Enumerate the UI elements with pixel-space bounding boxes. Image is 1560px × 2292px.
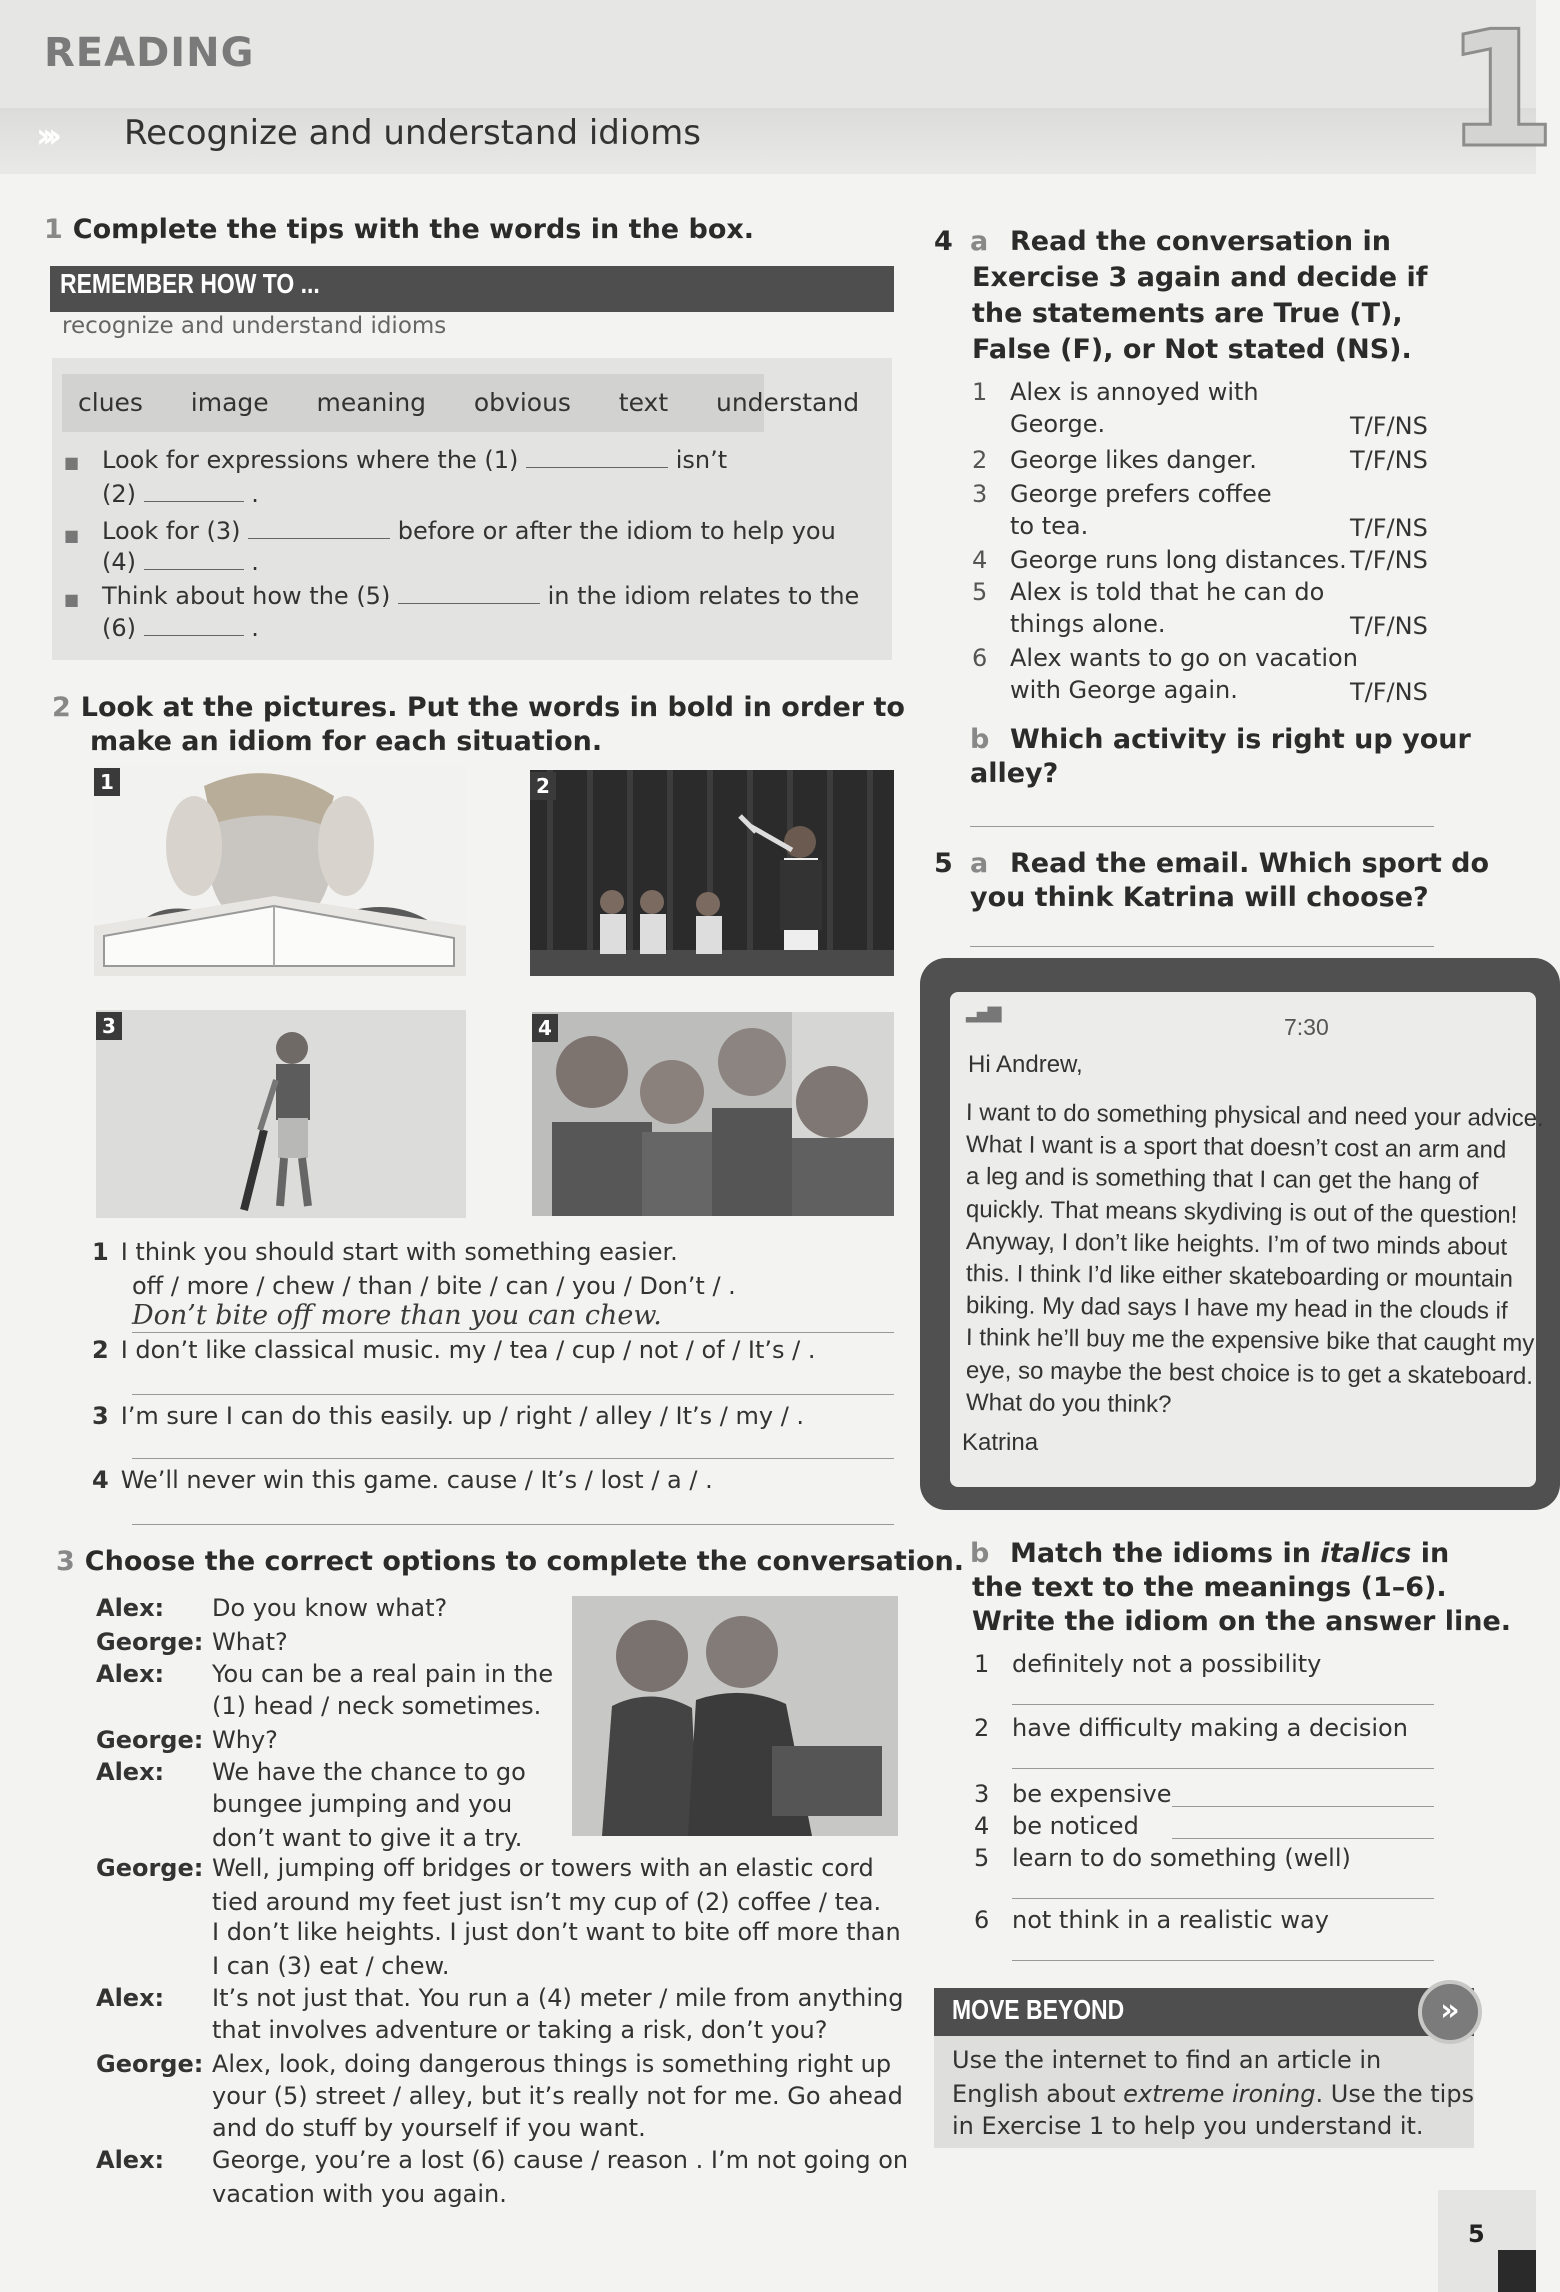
item-words: up / right / alley / It’s / my / . bbox=[461, 1402, 805, 1430]
item-number: 4 bbox=[92, 1466, 109, 1494]
unit-number: 1 bbox=[1445, 0, 1557, 183]
statement-line-1: George prefers coffee bbox=[1010, 480, 1272, 508]
item-number: 2 bbox=[92, 1336, 109, 1364]
item-words: cause / It’s / lost / a / . bbox=[446, 1466, 713, 1494]
meaning-number: 3 bbox=[974, 1780, 990, 1808]
statement-line-2: to tea. bbox=[1010, 512, 1089, 540]
picture-2 bbox=[530, 770, 894, 976]
item-sentence: I’m sure I can do this easily. bbox=[120, 1402, 455, 1430]
ex2-heading-line2: make an idiom for each situation. bbox=[90, 726, 603, 757]
ex4a-instruction-line: the statements are True (T), bbox=[972, 298, 1403, 329]
ex4a-label: a bbox=[970, 226, 989, 257]
dialog-line: Why? bbox=[212, 1726, 278, 1754]
picture-friends bbox=[572, 1596, 898, 1836]
dialog-line: bungee jumping and you bbox=[212, 1790, 513, 1818]
ex5-number: 5 bbox=[934, 848, 953, 879]
forward-icon: » bbox=[1418, 1980, 1482, 2044]
item-sentence: I think you should start with something easier. bbox=[120, 1238, 678, 1266]
answer-line bbox=[132, 1332, 894, 1333]
answer-line[interactable] bbox=[1172, 1806, 1434, 1807]
ex5b-instruction-1: Match the idioms in italics in bbox=[1010, 1538, 1450, 1569]
tip1-text-c: (2) bbox=[102, 480, 136, 508]
blank-2[interactable] bbox=[144, 501, 244, 502]
speaker-label: Alex: bbox=[96, 1758, 165, 1786]
blank-4[interactable] bbox=[144, 569, 244, 570]
dialog-line: What? bbox=[212, 1628, 288, 1656]
ex4b-instruction-1: Which activity is right up your bbox=[1010, 724, 1471, 755]
dialog-line: Do you know what? bbox=[212, 1594, 448, 1622]
blank-1[interactable] bbox=[526, 467, 668, 468]
email-line: I think he’ll buy me the expensive bike that caught my bbox=[965, 1324, 1535, 1358]
tfns-option[interactable]: T/F/NS bbox=[1350, 514, 1428, 542]
tip1-text-a: Look for expressions where the (1) bbox=[102, 446, 519, 474]
meaning-number: 6 bbox=[974, 1906, 990, 1934]
ex2-instr-a: Look at the pictures. Put the words in bbox=[80, 692, 668, 723]
tfns-option[interactable]: T/F/NS bbox=[1350, 446, 1428, 474]
statement-number: 3 bbox=[972, 480, 988, 508]
dialog-line: your (5) street / alley, but it’s really not for me. Go ahead bbox=[212, 2082, 903, 2110]
ex1-number: 1 bbox=[44, 214, 63, 245]
tfns-option[interactable]: T/F/NS bbox=[1350, 546, 1428, 574]
statement-number: 4 bbox=[972, 546, 988, 574]
two-friends-image bbox=[572, 1596, 898, 1836]
ex2-heading-line1 bbox=[52, 690, 905, 726]
email-line: this. I think I’d like either skateboarding or mountain bbox=[965, 1260, 1514, 1293]
dialog-line: vacation with you again. bbox=[212, 2180, 507, 2208]
email-greeting: Hi Andrew, bbox=[968, 1051, 1083, 1078]
tip3-text-b: in the idiom relates to the bbox=[547, 582, 860, 610]
corner-mark bbox=[1498, 2250, 1536, 2292]
ex2-item-1 bbox=[92, 1236, 678, 1269]
ex2-instr-b: in order to bbox=[734, 692, 905, 723]
email-line: a leg and is something that I can get the hang of bbox=[965, 1163, 1479, 1196]
remember-subtitle: recognize and understand idioms bbox=[62, 313, 447, 339]
ex4a-instruction-line: Read the conversation in bbox=[1010, 226, 1391, 257]
speaker-label: George: bbox=[96, 1726, 204, 1754]
ex5b-instruction-3: Write the idiom on the answer line. bbox=[972, 1606, 1512, 1637]
ex5a-instruction-2: you think Katrina will choose? bbox=[970, 882, 1429, 913]
ex5a-instruction-1: Read the email. Which sport do bbox=[1010, 848, 1490, 879]
item-number: 3 bbox=[92, 1402, 109, 1430]
ex4b-instruction-2: alley? bbox=[970, 758, 1059, 789]
tip2-line2 bbox=[102, 546, 259, 579]
email-line: I want to do something physical and need your advice. bbox=[965, 1099, 1544, 1133]
period: . bbox=[251, 548, 259, 576]
statement-line-2: George. bbox=[1010, 410, 1106, 438]
ex2-item-3 bbox=[92, 1400, 804, 1433]
remember-title: REMEMBER HOW TO ... bbox=[60, 268, 320, 299]
email-line: quickly. That means skydiving is out of the question! bbox=[965, 1195, 1518, 1229]
speaker-label: Alex: bbox=[96, 1984, 165, 2012]
ex3-number: 3 bbox=[56, 1546, 75, 1577]
email-signoff: Katrina bbox=[962, 1429, 1039, 1456]
ex2-number: 2 bbox=[52, 692, 71, 723]
dialog-line: Alex, look, doing dangerous things is something right up bbox=[212, 2050, 892, 2078]
blank-6[interactable] bbox=[144, 635, 244, 636]
email-line: biking. My dad says I have my head in the clouds if bbox=[965, 1292, 1508, 1325]
picture-label-2: 2 bbox=[530, 772, 556, 800]
bullet-icon: ■ bbox=[64, 590, 80, 609]
tip3-line2 bbox=[102, 612, 259, 645]
chevron-icon: ››› bbox=[36, 116, 55, 156]
speaker-label: George: bbox=[96, 1854, 204, 1882]
dialog-line: (1) head / neck sometimes. bbox=[212, 1692, 542, 1720]
tip3-text-c: (6) bbox=[102, 614, 136, 642]
meaning-number: 2 bbox=[974, 1714, 990, 1742]
picture-label-3: 3 bbox=[96, 1012, 122, 1040]
statement-line-1: Alex is told that he can do bbox=[1010, 578, 1325, 606]
tip1-line1 bbox=[102, 444, 727, 477]
answer-line[interactable] bbox=[1012, 1898, 1434, 1899]
email-line: What I want is a sport that doesn’t cost an arm and bbox=[965, 1131, 1507, 1164]
statement-number: 2 bbox=[972, 446, 988, 474]
skateboarder-image bbox=[96, 1010, 466, 1218]
page-subtitle: Recognize and understand idioms bbox=[124, 113, 701, 153]
bullet-icon: ■ bbox=[64, 453, 80, 472]
ex4a-instruction-line: False (F), or Not stated (NS). bbox=[972, 334, 1412, 365]
statement-number: 6 bbox=[972, 644, 988, 672]
dialog-line: and do stuff by yourself if you want. bbox=[212, 2114, 646, 2142]
move-beyond-line-1: Use the internet to find an article in bbox=[952, 2046, 1382, 2074]
ex3-heading bbox=[56, 1544, 964, 1580]
dialog-line: I don’t like heights. I just don’t want to bite off more than bbox=[212, 1918, 901, 1946]
ex4-number: 4 bbox=[934, 226, 953, 257]
answer-line[interactable] bbox=[1172, 1838, 1434, 1839]
statement-line-2: with George again. bbox=[1010, 676, 1238, 704]
meaning-text: be expensive bbox=[1012, 1780, 1172, 1808]
item-sentence: I don’t like classical music. bbox=[120, 1336, 442, 1364]
answer-line[interactable] bbox=[970, 946, 1434, 947]
ex2-item-2 bbox=[92, 1334, 816, 1367]
statement-line-1: George runs long distances. bbox=[1010, 546, 1347, 574]
dialog-line: We have the chance to go bbox=[212, 1758, 526, 1786]
meaning-text: be noticed bbox=[1012, 1812, 1139, 1840]
ex4a-instruction-line: Exercise 3 again and decide if bbox=[972, 262, 1428, 293]
meaning-text: have difficulty making a decision bbox=[1012, 1714, 1408, 1742]
email-time: 7:30 bbox=[1284, 1014, 1329, 1040]
answer-line[interactable] bbox=[1012, 1960, 1434, 1961]
word-box: clues image meaning obvious text understand bbox=[62, 374, 764, 432]
tip3-text-a: Think about how the (5) bbox=[102, 582, 391, 610]
statement-line-2: things alone. bbox=[1010, 610, 1166, 638]
ex5b-instruction-2: the text to the meanings (1–6). bbox=[972, 1572, 1447, 1603]
move-beyond-line-3: in Exercise 1 to help you understand it. bbox=[952, 2112, 1424, 2140]
dialog-line: I can (3) eat / chew. bbox=[212, 1952, 450, 1980]
ex1-instruction: Complete the tips with the words in the box. bbox=[72, 214, 755, 245]
picture-1 bbox=[94, 766, 466, 976]
ex2-item-1-words: off / more / chew / than / bite / can / you / Don’t / . bbox=[132, 1272, 736, 1300]
meaning-text: definitely not a possibility bbox=[1012, 1650, 1322, 1678]
ex1-heading bbox=[44, 212, 754, 248]
period: . bbox=[251, 480, 259, 508]
email-line: Anyway, I don’t like heights. I’m of two minds about bbox=[965, 1227, 1508, 1261]
statement-number: 1 bbox=[972, 378, 988, 406]
email-line: What do you think? bbox=[965, 1388, 1172, 1418]
bullet-icon: ■ bbox=[64, 526, 80, 545]
blank-5[interactable] bbox=[398, 603, 540, 604]
boy-studying-image bbox=[94, 766, 466, 976]
statement-number: 5 bbox=[972, 578, 988, 606]
signal-icon: ▂▄▆ bbox=[966, 1002, 999, 1023]
item-sentence: We’ll never win this game. bbox=[120, 1466, 440, 1494]
dialog-line: Well, jumping off bridges or towers with an elastic cord bbox=[212, 1854, 874, 1882]
answer-line[interactable] bbox=[132, 1524, 894, 1525]
statement-line-1: Alex wants to go on vacation bbox=[1010, 644, 1358, 672]
ex2-item-4 bbox=[92, 1464, 713, 1497]
ex2-instr-bold: bold bbox=[667, 692, 735, 723]
tfns-option[interactable]: T/F/NS bbox=[1350, 412, 1428, 440]
move-beyond-title: MOVE BEYOND bbox=[952, 1994, 1125, 2025]
speaker-label: Alex: bbox=[96, 1594, 165, 1622]
ex5a-label: a bbox=[970, 848, 989, 879]
dialog-line: You can be a real pain in the bbox=[212, 1660, 554, 1688]
dialog-line: tied around my feet just isn’t my cup of (2) coffee / tea. bbox=[212, 1888, 882, 1916]
item-words: my / tea / cup / not / of / It’s / . bbox=[448, 1336, 816, 1364]
ex3-instruction: Choose the correct options to complete the conversation. bbox=[84, 1546, 965, 1577]
answer-line[interactable] bbox=[970, 826, 1434, 827]
meaning-number: 1 bbox=[974, 1650, 990, 1678]
section-title: READING bbox=[44, 30, 255, 76]
tfns-option[interactable]: T/F/NS bbox=[1350, 612, 1428, 640]
picture-4 bbox=[532, 1012, 894, 1216]
answer-line[interactable] bbox=[1012, 1704, 1434, 1705]
item-number: 1 bbox=[92, 1238, 109, 1266]
picture-label-4: 4 bbox=[532, 1014, 558, 1042]
statement-line-1: Alex is annoyed with bbox=[1010, 378, 1259, 406]
speaker-label: George: bbox=[96, 1628, 204, 1656]
trumpet-player-image bbox=[530, 770, 894, 976]
tip2-line1 bbox=[102, 515, 836, 548]
ex5b-label: b bbox=[970, 1538, 990, 1569]
meaning-number: 4 bbox=[974, 1812, 990, 1840]
tip3-line1 bbox=[102, 580, 859, 613]
answer-line[interactable] bbox=[1012, 1768, 1434, 1769]
ex2-item-1-answer[interactable]: Don’t bite off more than you can chew. bbox=[132, 1300, 662, 1331]
statement-line-1: George likes danger. bbox=[1010, 446, 1257, 474]
tip2-text-c: (4) bbox=[102, 548, 136, 576]
speaker-label: Alex: bbox=[96, 2146, 165, 2174]
ex4b-label: b bbox=[970, 724, 990, 755]
tip1-line2 bbox=[102, 478, 259, 511]
tip2-text-a: Look for (3) bbox=[102, 517, 241, 545]
answer-line[interactable] bbox=[132, 1458, 894, 1459]
move-beyond-line-2: English about extreme ironing. Use the tips bbox=[952, 2080, 1475, 2108]
tip1-text-b: isn’t bbox=[675, 446, 728, 474]
tip2-text-b: before or after the idiom to help you bbox=[397, 517, 836, 545]
page-number: 5 bbox=[1468, 2220, 1485, 2248]
speaker-label: Alex: bbox=[96, 1660, 165, 1688]
speaker-label: George: bbox=[96, 2050, 204, 2078]
picture-3 bbox=[96, 1010, 466, 1218]
blank-3[interactable] bbox=[248, 538, 390, 539]
picture-label-1: 1 bbox=[94, 768, 120, 796]
upset-fans-image bbox=[532, 1012, 894, 1216]
dialog-line: George, you’re a lost (6) cause / reason . I’m not going on bbox=[212, 2146, 909, 2174]
period: . bbox=[251, 614, 259, 642]
answer-line[interactable] bbox=[132, 1394, 894, 1395]
dialog-line: It’s not just that. You run a (4) meter / mile from anything bbox=[212, 1984, 904, 2012]
meaning-text: learn to do something (well) bbox=[1012, 1844, 1351, 1872]
email-line: eye, so maybe the best choice is to get a skateboard. bbox=[965, 1356, 1534, 1390]
meaning-text: not think in a realistic way bbox=[1012, 1906, 1329, 1934]
dialog-line: that involves adventure or taking a risk, don’t you? bbox=[212, 2016, 828, 2044]
dialog-line: don’t want to give it a try. bbox=[212, 1824, 523, 1852]
meaning-number: 5 bbox=[974, 1844, 990, 1872]
tfns-option[interactable]: T/F/NS bbox=[1350, 678, 1428, 706]
